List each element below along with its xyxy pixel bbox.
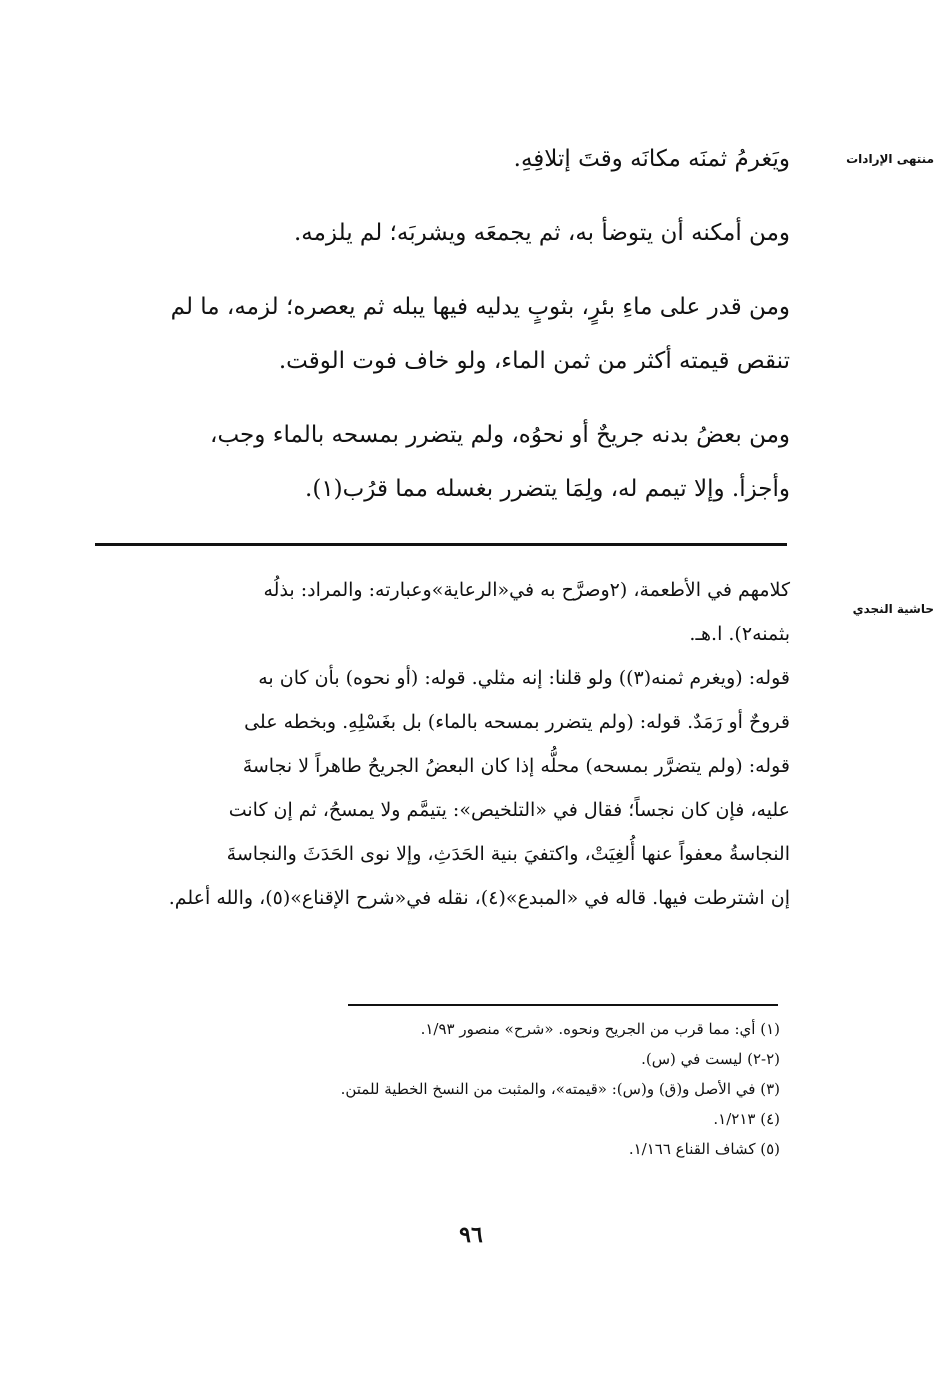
hashiya-line: إن اشترطت فيها. قاله في «المبدع»(٤)، نقله في«شرح الإقناع»(٥)، والله أعلم. bbox=[168, 887, 790, 909]
hashiya-line: بثمنه٢). ا.هـ. bbox=[689, 623, 790, 645]
footnote-divider bbox=[348, 1004, 778, 1006]
matn-text bbox=[90, 132, 790, 516]
hashiya-line: كلامهم في الأطعمة، (٢وصرَّح به في«الرعاية»وعبارته: والمراد: بذلُه bbox=[263, 579, 790, 601]
matn-line: تنقص قيمته أكثر من ثمن الماء، ولو خاف فوت الوقت. bbox=[278, 348, 790, 374]
footnote: (٤) ١/٢١٣. bbox=[713, 1110, 780, 1128]
hashiya-line: قوله: (ويغرم ثمنه(٣)) ولو قلنا: إنه مثلي. قوله: (أو نحوه) بأن كان به bbox=[258, 667, 790, 689]
hashiya-line: قروحٌ أو رَمَدٌ. قوله: (ولم يتضرر بمسحه بالماء) بل بغَسْلِهِ. وبخطه على bbox=[244, 711, 790, 733]
matn-source-label: منتهى الإرادات bbox=[846, 152, 934, 166]
page-number: ٩٦ bbox=[459, 1222, 483, 1248]
footnote: (٣) في الأصل و(ق) و(س): «قيمته»، والمثبت من النسخ الخطية للمتن. bbox=[340, 1080, 780, 1098]
matn-line: ومن بعضُ بدنه جريحٌ أو نحوُه، ولم يتضرر بمسحه بالماء وجب، bbox=[210, 422, 790, 448]
matn-line: وأجزأ. وإلا تيمم له، ولِمَا يتضرر بغسله مما قرُب(١). bbox=[305, 476, 790, 502]
matn-line: ومن قدر على ماءِ بئرٍ، بثوبٍ يدليه فيها يبله ثم يعصره؛ لزمه، ما لم bbox=[170, 294, 790, 320]
footnote: (٥) كشاف القناع ١/١٦٦. bbox=[628, 1140, 780, 1158]
main-divider bbox=[95, 543, 787, 546]
hashiya-source-label: حاشية النجدي bbox=[852, 602, 934, 616]
footnote: (١) أي: مما قرب من الجريح ونحوه. «شرح» منصور ١/٩٣. bbox=[420, 1020, 780, 1038]
hashiya-line: قوله: (ولم يتضرَّر بمسحه) محلُّه إذا كان البعضُ الجريحُ طاهراً لا نجاسةَ bbox=[242, 755, 790, 777]
matn-line: ومن أمكنه أن يتوضأ به، ثم يجمعَه ويشربَه؛ لم يلزمه. bbox=[293, 220, 790, 246]
hashiya-line: النجاسةُ معفواً عنها أُلغِيَتْ، واكتفيَ بنية الحَدَثِ، وإلا نوى الحَدَثَ والنجاسةَ bbox=[226, 843, 790, 865]
footnotes bbox=[220, 1014, 780, 1164]
hashiya-text bbox=[90, 568, 790, 920]
hashiya-line: عليه، فإن كان نجساً؛ فقال في «التلخيص»: يتيمَّم ولا يمسحُ، ثم إن كانت bbox=[228, 799, 790, 821]
matn-line: ويَغرمُ ثمنَه مكانَه وقتَ إتلافِهِ. bbox=[513, 146, 790, 172]
footnote: (٢-٢) ليست في (س). bbox=[641, 1050, 780, 1068]
